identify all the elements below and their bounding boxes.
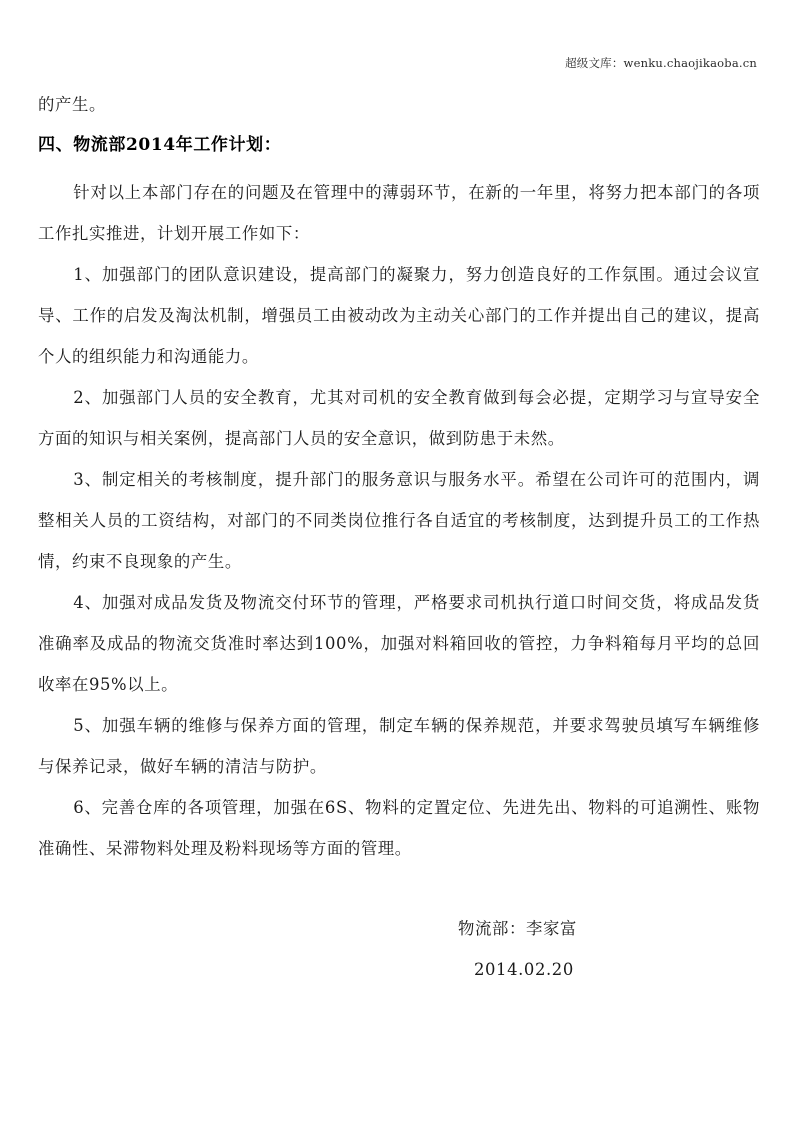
signature-name: 物流部：李家富 [458, 919, 577, 938]
section-heading: 四、物流部2014年工作计划： [38, 135, 282, 155]
plan-item-3: 3、制定相关的考核制度，提升部门的服务意识与服务水平。希望在公司许可的范围内，调整相关人员的工资结构，对部门的不同类岗位推行各自适宜的考核制度，达到提升员工的工作热情，约束不良现象的产生。 [38, 470, 760, 571]
plan-item-1: 1、加强部门的团队意识建设，提高部门的凝聚力，努力创造良好的工作氛围。通过会议宣导、工作的启发及淘汰机制，增强员工由被动改为主动关心部门的工作并提出自己的建议，提高个人的组织能力和沟通能力。 [38, 265, 760, 366]
signature-date: 2014.02.20 [474, 960, 574, 979]
document-body [38, 84, 760, 869]
continued-paragraph: 的产生。 [38, 95, 106, 114]
plan-item-2: 2、加强部门人员的安全教育，尤其对司机的安全教育做到每会必提，定期学习与宣导安全方面的知识与相关案例，提高部门人员的安全意识，做到防患于未然。 [38, 388, 760, 448]
signature-block [38, 908, 760, 990]
plan-item-4: 4、加强对成品发货及物流交付环节的管理，严格要求司机执行道口时间交货，将成品发货准确率及成品的物流交货准时率达到100%，加强对料箱回收的管控，力争料箱每月平均的总回收率在95%以上。 [38, 593, 760, 694]
plan-item-6: 6、完善仓库的各项管理，加强在6S、物料的定置定位、先进先出、物料的可追溯性、账物准确性、呆滞物料处理及粉料现场等方面的管理。 [38, 798, 760, 858]
watermark-header: 超级文库：wenku.chaojikaoba.cn [565, 56, 757, 70]
plan-item-5: 5、加强车辆的维修与保养方面的管理，制定车辆的保养规范，并要求驾驶员填写车辆维修与保养记录，做好车辆的清洁与防护。 [38, 716, 760, 776]
intro-paragraph: 针对以上本部门存在的问题及在管理中的薄弱环节，在新的一年里，将努力把本部门的各项工作扎实推进，计划开展工作如下： [38, 183, 760, 243]
